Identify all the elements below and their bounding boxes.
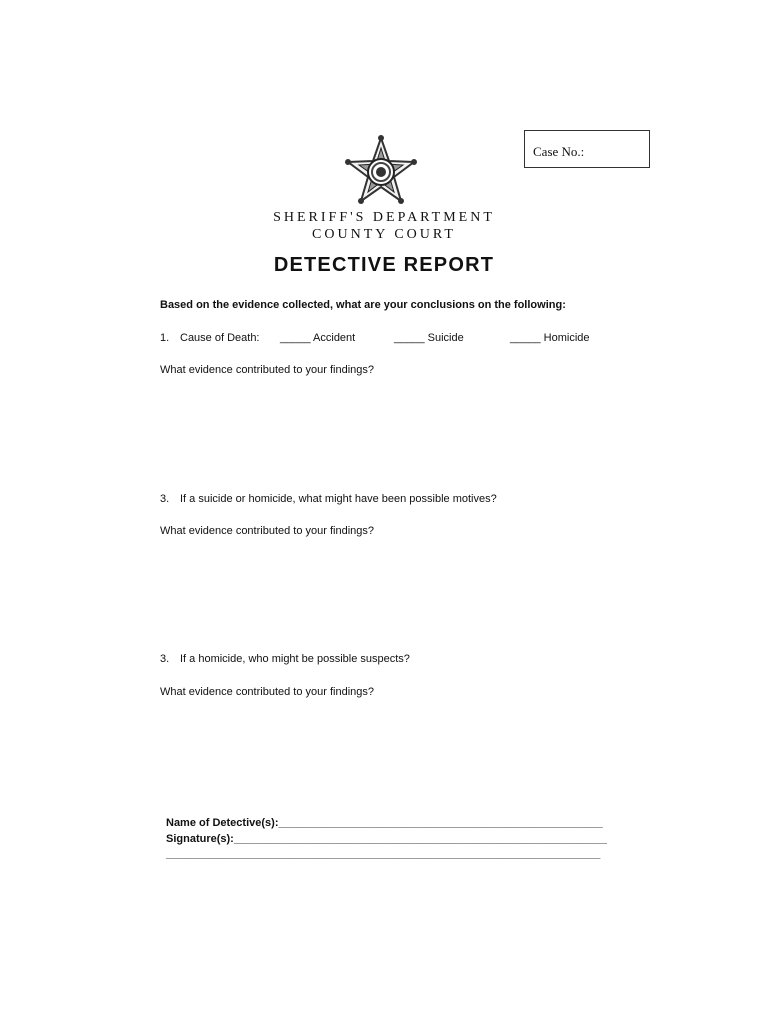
- signature-line[interactable]: [166, 833, 607, 845]
- question-1-label: Cause of Death:: [180, 332, 260, 344]
- question-3-number: 3.: [160, 653, 170, 665]
- option-homicide[interactable]: _____ Homicide: [510, 332, 590, 344]
- detective-name-label: Name of Detective(s):: [166, 817, 279, 829]
- case-number-box[interactable]: [524, 130, 650, 168]
- question-2-evidence-prompt: What evidence contributed to your findings?: [160, 525, 375, 537]
- option-accident[interactable]: _____ Accident: [280, 332, 356, 344]
- sheriff-star-badge-icon: [342, 134, 420, 210]
- detective-name-blank[interactable]: _____________________________________________________: [278, 817, 603, 829]
- question-3-evidence-prompt: What evidence contributed to your findings?: [160, 686, 375, 698]
- court-name: COUNTY COURT: [312, 227, 456, 242]
- question-2-answer-area[interactable]: [160, 545, 610, 645]
- option-suicide[interactable]: _____ Suicide: [394, 332, 464, 344]
- page-title: DETECTIVE REPORT: [273, 254, 495, 276]
- intro-text: Based on the evidence collected, what are your conclusions on the following:: [160, 299, 566, 311]
- question-3-answer-area[interactable]: [160, 706, 610, 806]
- question-2-number: 3.: [160, 493, 170, 505]
- case-number-label: Case No.:: [533, 144, 585, 159]
- detective-name-line[interactable]: [166, 817, 603, 829]
- question-1-evidence-prompt: What evidence contributed to your findings?: [160, 364, 375, 376]
- signature-extra-line[interactable]: _______________________________________________________________________: [166, 848, 601, 860]
- department-name: SHERIFF'S DEPARTMENT: [273, 210, 495, 225]
- question-2-label: If a suicide or homicide, what might have been possible motives?: [180, 493, 497, 505]
- signature-blank[interactable]: _____________________________________________________________: [233, 833, 608, 845]
- question-1-answer-area[interactable]: [160, 384, 610, 484]
- question-1-number: 1.: [160, 332, 170, 344]
- question-3-label: If a homicide, who might be possible suspects?: [180, 653, 410, 665]
- signature-label: Signature(s):: [166, 833, 234, 845]
